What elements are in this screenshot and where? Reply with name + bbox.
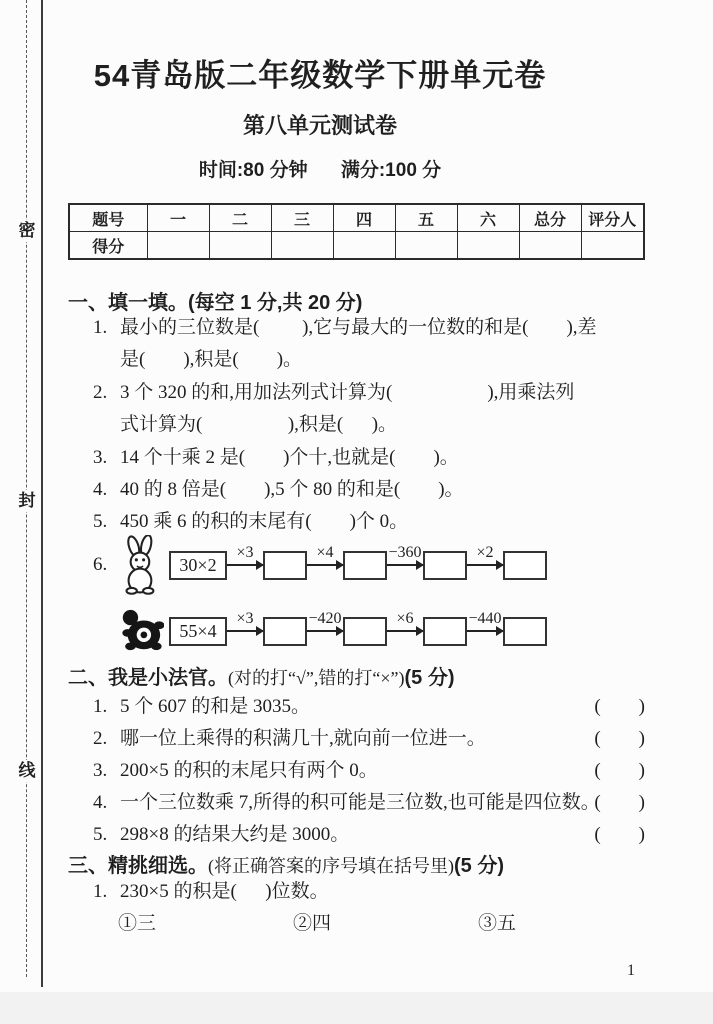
flow-step [467, 610, 547, 646]
col-q3: 三 [271, 204, 333, 232]
option-1: ①三 [118, 913, 157, 934]
seal-dashed-line [26, 0, 27, 977]
score-cell [271, 232, 333, 260]
answer-box [423, 617, 467, 646]
score-table-header-row [69, 204, 644, 232]
answer-box [343, 617, 387, 646]
s3-q1 [93, 880, 645, 904]
flow-operation: −440 [468, 610, 502, 627]
question-text: 450 乘 6 的积的末尾有( )个 0。 [120, 511, 409, 532]
question-number: 1. [93, 696, 108, 717]
question-text: 一个三位数乘 7,所得的积可能是三位数,也可能是四位数。 [120, 792, 600, 813]
seal-char-feng: 封 [18, 491, 36, 510]
flow-arrow [227, 544, 263, 566]
answer-parens: ( ) [594, 792, 645, 813]
section-2-title: 二、我是小法官。 [68, 667, 228, 689]
question-number: 3. [93, 760, 108, 781]
flow-operation: −360 [388, 544, 422, 561]
question-text: 3 个 320 的和,用加法列式计算为( ),用乘法列 [120, 382, 575, 403]
section-2-instruction: (对的打“√”,错的打“×”) [228, 668, 405, 688]
section-2-points: (5 分) [404, 667, 455, 689]
col-q2: 二 [209, 204, 271, 232]
answer-box [503, 551, 547, 580]
arrowhead-icon [336, 626, 344, 636]
s2-q4 [93, 791, 645, 815]
flow-arrow [387, 544, 423, 566]
answer-box [263, 617, 307, 646]
flow-arrow [227, 610, 263, 632]
flow-operation: ×2 [476, 544, 494, 561]
flow-step [387, 610, 467, 646]
answer-parens: ( ) [594, 760, 645, 781]
s1-q6-flow-rabbit [93, 544, 547, 579]
s2-q2 [93, 727, 645, 751]
seal-char-mi: 密 [18, 221, 36, 240]
flow-arrow [307, 544, 343, 566]
question-number: 1. [93, 317, 108, 338]
col-q6: 六 [457, 204, 519, 232]
question-text: 230×5 的积是( )位数。 [120, 881, 329, 902]
flow-operation: −420 [308, 610, 342, 627]
score-cell [581, 232, 644, 260]
page-edge-shadow [0, 992, 713, 1024]
flow-arrow [387, 610, 423, 632]
question-text: 哪一位上乘得的积满几十,就向前一位进一。 [120, 728, 486, 749]
answer-parens: ( ) [594, 728, 645, 749]
question-number: 5. [93, 824, 108, 845]
flow-operation: ×4 [316, 544, 334, 561]
answer-parens: ( ) [594, 824, 645, 845]
question-number: 5. [93, 511, 108, 532]
section-3-instruction: (将正确答案的序号填在括号里) [208, 856, 454, 876]
section-3-heading [68, 849, 504, 878]
flow-operation: ×3 [236, 610, 254, 627]
question-text: 40 的 8 倍是( ),5 个 80 的和是( )。 [120, 479, 464, 500]
score-table [68, 203, 645, 260]
seal-char-xian: 线 [18, 761, 36, 780]
s1-q4 [93, 478, 645, 502]
section-1-heading [68, 286, 362, 315]
flow-step [467, 544, 547, 580]
s1-q1-line1 [93, 316, 645, 340]
question-number: 4. [93, 479, 108, 500]
question-text: 200×5 的积的末尾只有两个 0。 [120, 760, 378, 781]
arrowhead-icon [416, 560, 424, 570]
option-2: ②四 [293, 913, 332, 934]
col-grader: 评分人 [581, 204, 644, 232]
section-3-title: 三、精挑细选。 [68, 855, 208, 877]
s2-q1 [93, 695, 645, 719]
flow-arrow [307, 610, 343, 632]
flow-operation: ×6 [396, 610, 414, 627]
section-1-title: 一、填一填。 [68, 292, 188, 314]
question-text: 是( ),积是( )。 [120, 349, 303, 370]
question-number: 1. [93, 881, 108, 902]
question-number: 3. [93, 447, 108, 468]
question-text: 式计算为( ),积是( )。 [120, 414, 398, 435]
s2-q3 [93, 759, 645, 783]
flow-arrow [467, 610, 503, 632]
flow-step [227, 544, 307, 580]
s1-q3 [93, 446, 645, 470]
score-cell [333, 232, 395, 260]
col-q5: 五 [395, 204, 457, 232]
page-number: 1 [627, 962, 635, 979]
question-text: 最小的三位数是( ),它与最大的一位数的和是( ),差 [120, 317, 597, 338]
full-score: 满分:100 分 [340, 160, 442, 181]
question-number: 2. [93, 728, 108, 749]
flow-step [227, 610, 307, 646]
score-cell [147, 232, 209, 260]
s1-q2-line2 [93, 413, 645, 437]
question-text: 298×8 的结果大约是 3000。 [120, 824, 350, 845]
score-cell [457, 232, 519, 260]
score-cell [395, 232, 457, 260]
page-title: 54青岛版二年级数学下册单元卷 [93, 58, 547, 93]
section-1-points: (每空 1 分,共 20 分) [188, 292, 363, 314]
s1-q2-line1 [93, 381, 645, 405]
question-number: 6. [93, 554, 108, 575]
arrowhead-icon [256, 626, 264, 636]
col-q1: 一 [147, 204, 209, 232]
section-2-heading [68, 661, 454, 690]
answer-parens: ( ) [594, 696, 645, 717]
s1-q6-flow-turtle [93, 610, 547, 645]
flow-start-value: 55×4 [169, 617, 227, 646]
col-q4: 四 [333, 204, 395, 232]
flow-arrow [467, 544, 503, 566]
row-label-score: 得分 [69, 232, 147, 260]
flow-start-value: 30×2 [169, 551, 227, 580]
s1-q5 [93, 510, 645, 534]
unit-subtitle: 第八单元测试卷 [242, 113, 397, 138]
answer-box [503, 617, 547, 646]
score-cell [209, 232, 271, 260]
exam-info [0, 155, 640, 182]
answer-box [343, 551, 387, 580]
score-cell [519, 232, 581, 260]
turtle-icon [117, 606, 165, 656]
arrowhead-icon [496, 560, 504, 570]
answer-box [423, 551, 467, 580]
time-limit: 时间:80 分钟 [198, 160, 308, 181]
option-3: ③五 [478, 913, 517, 934]
flow-step [307, 544, 387, 580]
arrowhead-icon [416, 626, 424, 636]
arrowhead-icon [256, 560, 264, 570]
section-3-points: (5 分) [454, 855, 504, 877]
answer-box [263, 551, 307, 580]
s1-q1-line2 [93, 348, 645, 372]
s2-q5 [93, 823, 645, 847]
flow-operation: ×3 [236, 544, 254, 561]
col-total: 总分 [519, 204, 581, 232]
question-number: 2. [93, 382, 108, 403]
arrowhead-icon [496, 626, 504, 636]
question-text: 14 个十乘 2 是( )个十,也就是( )。 [120, 447, 459, 468]
question-text: 5 个 607 的和是 3035。 [120, 696, 311, 717]
rabbit-icon [117, 535, 165, 595]
flow-step [307, 610, 387, 646]
arrowhead-icon [336, 560, 344, 570]
score-table-score-row [69, 232, 644, 260]
seal-solid-line [41, 0, 43, 987]
question-number: 4. [93, 792, 108, 813]
flow-step [387, 544, 467, 580]
col-question-no: 题号 [69, 204, 147, 232]
